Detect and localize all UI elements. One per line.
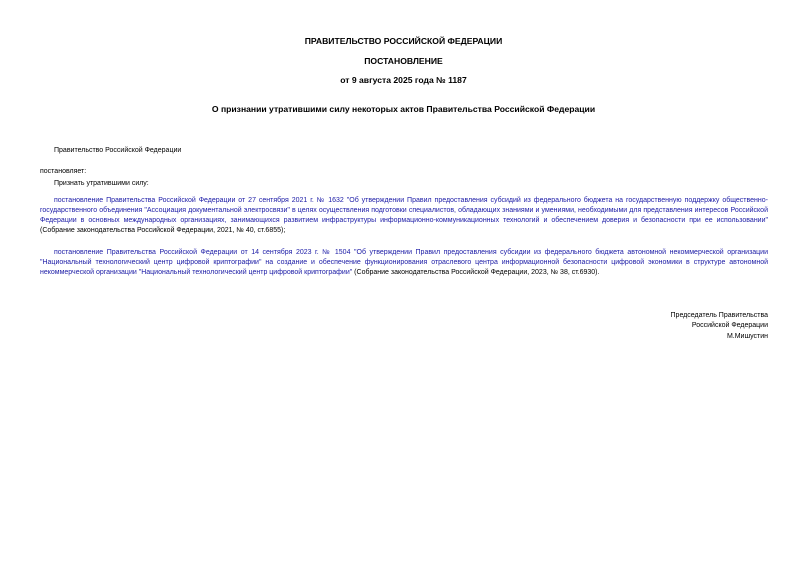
document-type-heading: ПОСТАНОВЛЕНИЕ (364, 56, 443, 66)
signatory-position-line2: Российской Федерации (691, 322, 768, 329)
signatory-position-line1: Председатель Правительства (670, 312, 768, 319)
item-label: Признать утратившими силу: (54, 180, 149, 187)
intro-text: Правительство Российской Федерации (54, 147, 182, 154)
source-citation: (Собрание законодательства Российской Федерации, 2023, № 38, ст.6930). (352, 269, 600, 276)
act-link-2023-1504[interactable]: постановление Правительства Российской Федерации от 14 сентября 2023 г. № 1504 "Об утверждении Правил предоставления субсидии из федерального бюджета автономной некоммерческой организации "Национальный технологический центр цифровой криптографии" на создание и обеспечение функционирования отраслевого центра информационной безопасности цифровой экономики в структуре автономной некоммерческой организации "Национальный технологический центр цифровой криптографии" (40, 249, 768, 276)
document-title: О признании утратившими силу некоторых актов Правительства Российской Федерации (211, 104, 596, 114)
issuer-heading: ПРАВИТЕЛЬСТВО РОССИЙСКОЙ ФЕДЕРАЦИИ (304, 36, 503, 46)
act-link-2021-1632[interactable]: постановление Правительства Российской Федерации от 27 сентября 2021 г. № 1632 "Об утверждении Правил предоставления субсидий из федерального бюджета на государственную поддержку общественно-государственного объединения "Ассоциация документальной электросвязи" в целях осуществления подготовки специалистов, обладающих знаниями и умениями, необходимыми для представления интересов Российской Федерации в основных международных организациях, занимающихся развитием инфраструктуры информационно-коммуникационных технологий и обеспечением доверия и безопасности при ее использовании" (40, 197, 768, 224)
source-citation: (Собрание законодательства Российской Федерации, 2021, № 40, ст.6855); (40, 227, 286, 234)
signatory-name: М.Мишустин (726, 333, 768, 340)
decides-text: постановляет: (40, 168, 87, 175)
list-item (40, 196, 768, 236)
list-item (40, 248, 768, 278)
date-number-line: от 9 августа 2025 года № 1187 (340, 75, 467, 85)
